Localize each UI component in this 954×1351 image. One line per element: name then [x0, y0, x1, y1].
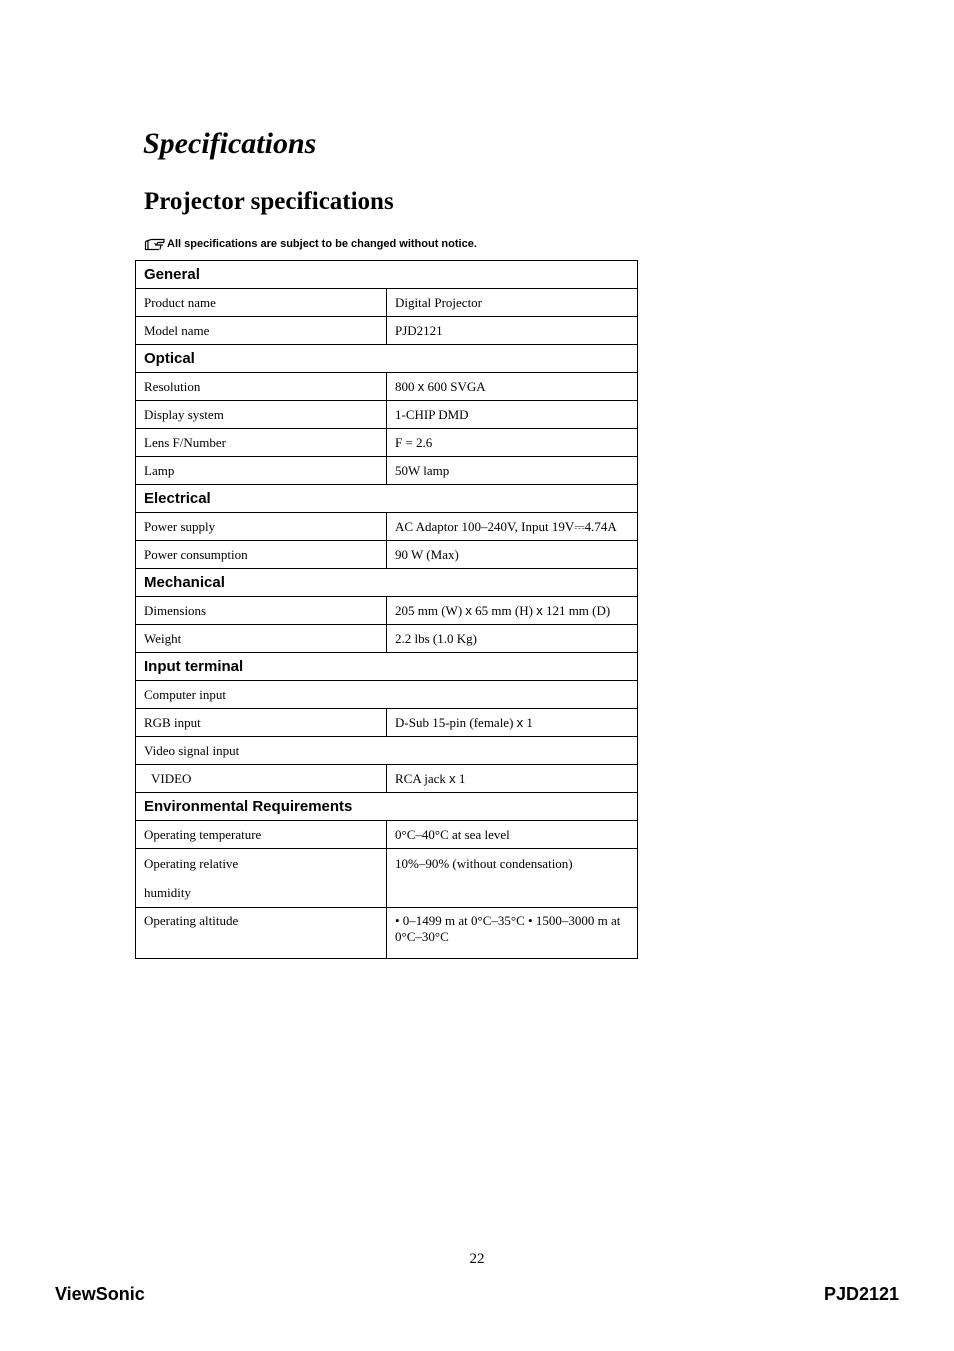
spec-label: Power supply — [136, 513, 387, 541]
times-sign: x — [465, 602, 472, 618]
page-number: 22 — [469, 1251, 485, 1267]
spec-value: Digital Projector — [387, 289, 638, 317]
spec-label: VIDEO — [136, 765, 387, 793]
table-row — [136, 513, 638, 541]
spec-value — [387, 765, 638, 793]
table-row — [136, 317, 638, 345]
spec-label: Product name — [136, 289, 387, 317]
label-line: humidity — [144, 885, 191, 900]
spec-label: RGB input — [136, 709, 387, 737]
table-row — [136, 625, 638, 653]
spec-value: F = 2.6 — [387, 429, 638, 457]
table-row — [136, 289, 638, 317]
value-part: 600 SVGA — [424, 378, 486, 394]
spec-value: 0°C–40°C at sea level — [387, 821, 638, 849]
value-part: RCA jack — [395, 770, 450, 786]
section-heading: Electrical — [136, 485, 638, 513]
section-row-input-terminal — [136, 653, 638, 681]
table-row — [136, 709, 638, 737]
spec-value: 50W lamp — [387, 457, 638, 485]
label-line: Operating relative — [144, 856, 239, 871]
spec-label: Operating temperature — [136, 821, 387, 849]
table-row — [136, 765, 638, 793]
note-text: All specifications are subject to be changed without notice. — [167, 238, 477, 250]
spec-value — [387, 373, 638, 401]
table-row — [136, 373, 638, 401]
section-heading: Environmental Requirements — [136, 793, 638, 821]
value-part: 1 — [455, 770, 466, 786]
times-sign: x — [417, 378, 425, 394]
spec-label: Weight — [136, 625, 387, 653]
spec-value: 90 W (Max) — [387, 541, 638, 569]
section-row-optical — [136, 345, 638, 373]
value-part: 1 — [523, 714, 533, 730]
value-part: 121 mm (D) — [542, 602, 611, 618]
table-row — [136, 457, 638, 485]
spec-label: Lens F/Number — [136, 429, 387, 457]
spec-value — [387, 597, 638, 625]
value-line: 10%–90% (without condensation) — [395, 856, 573, 871]
value-part: 800 — [395, 378, 418, 394]
section-row-electrical — [136, 485, 638, 513]
spec-value — [387, 709, 638, 737]
table-row — [136, 737, 638, 765]
spec-label: Model name — [136, 317, 387, 345]
table-row — [136, 541, 638, 569]
spec-label: Resolution — [136, 373, 387, 401]
spec-value: • 0–1499 m at 0°C–35°C • 1500–3000 m at 0°C–30°C — [387, 908, 638, 959]
section-heading: General — [136, 261, 638, 289]
spec-value: 2.2 lbs (1.0 Kg) — [387, 625, 638, 653]
spec-label: Operating altitude — [136, 908, 387, 959]
section-title: Projector specifications — [144, 188, 394, 215]
value-part: 65 mm (H) — [471, 602, 537, 618]
value-part: 205 mm (W) — [395, 602, 466, 618]
footer-brand: ViewSonic — [55, 1284, 145, 1304]
spec-label: Dimensions — [136, 597, 387, 625]
spec-label: Lamp — [136, 457, 387, 485]
table-row — [136, 681, 638, 709]
specifications-table — [135, 260, 638, 959]
spec-note — [144, 236, 477, 252]
table-row — [136, 908, 638, 959]
table-row — [136, 429, 638, 457]
section-row-mechanical — [136, 569, 638, 597]
note-icon — [144, 238, 166, 251]
spec-value: PJD2121 — [387, 317, 638, 345]
spec-label: Display system — [136, 401, 387, 429]
section-heading: Mechanical — [136, 569, 638, 597]
page-title: Specifications — [143, 127, 317, 160]
spec-label — [136, 849, 387, 908]
times-sign: x — [516, 714, 524, 730]
spec-value — [387, 849, 638, 908]
table-row — [136, 849, 638, 908]
section-heading: Optical — [136, 345, 638, 373]
spec-label: Power consumption — [136, 541, 387, 569]
spec-value: AC Adaptor 100–240V, Input 19V⎓4.74A — [387, 513, 638, 541]
value-part: D-Sub 15-pin (female) — [395, 714, 517, 730]
spec-value: 1-CHIP DMD — [387, 401, 638, 429]
spec-group-label: Video signal input — [136, 737, 638, 765]
table-row — [136, 401, 638, 429]
table-row — [136, 597, 638, 625]
footer-model: PJD2121 — [823, 1284, 899, 1304]
times-sign: x — [449, 770, 456, 786]
spec-group-label: Computer input — [136, 681, 638, 709]
table-row — [136, 821, 638, 849]
times-sign: x — [536, 602, 543, 618]
section-row-general — [136, 261, 638, 289]
section-row-environmental — [136, 793, 638, 821]
section-heading: Input terminal — [136, 653, 638, 681]
